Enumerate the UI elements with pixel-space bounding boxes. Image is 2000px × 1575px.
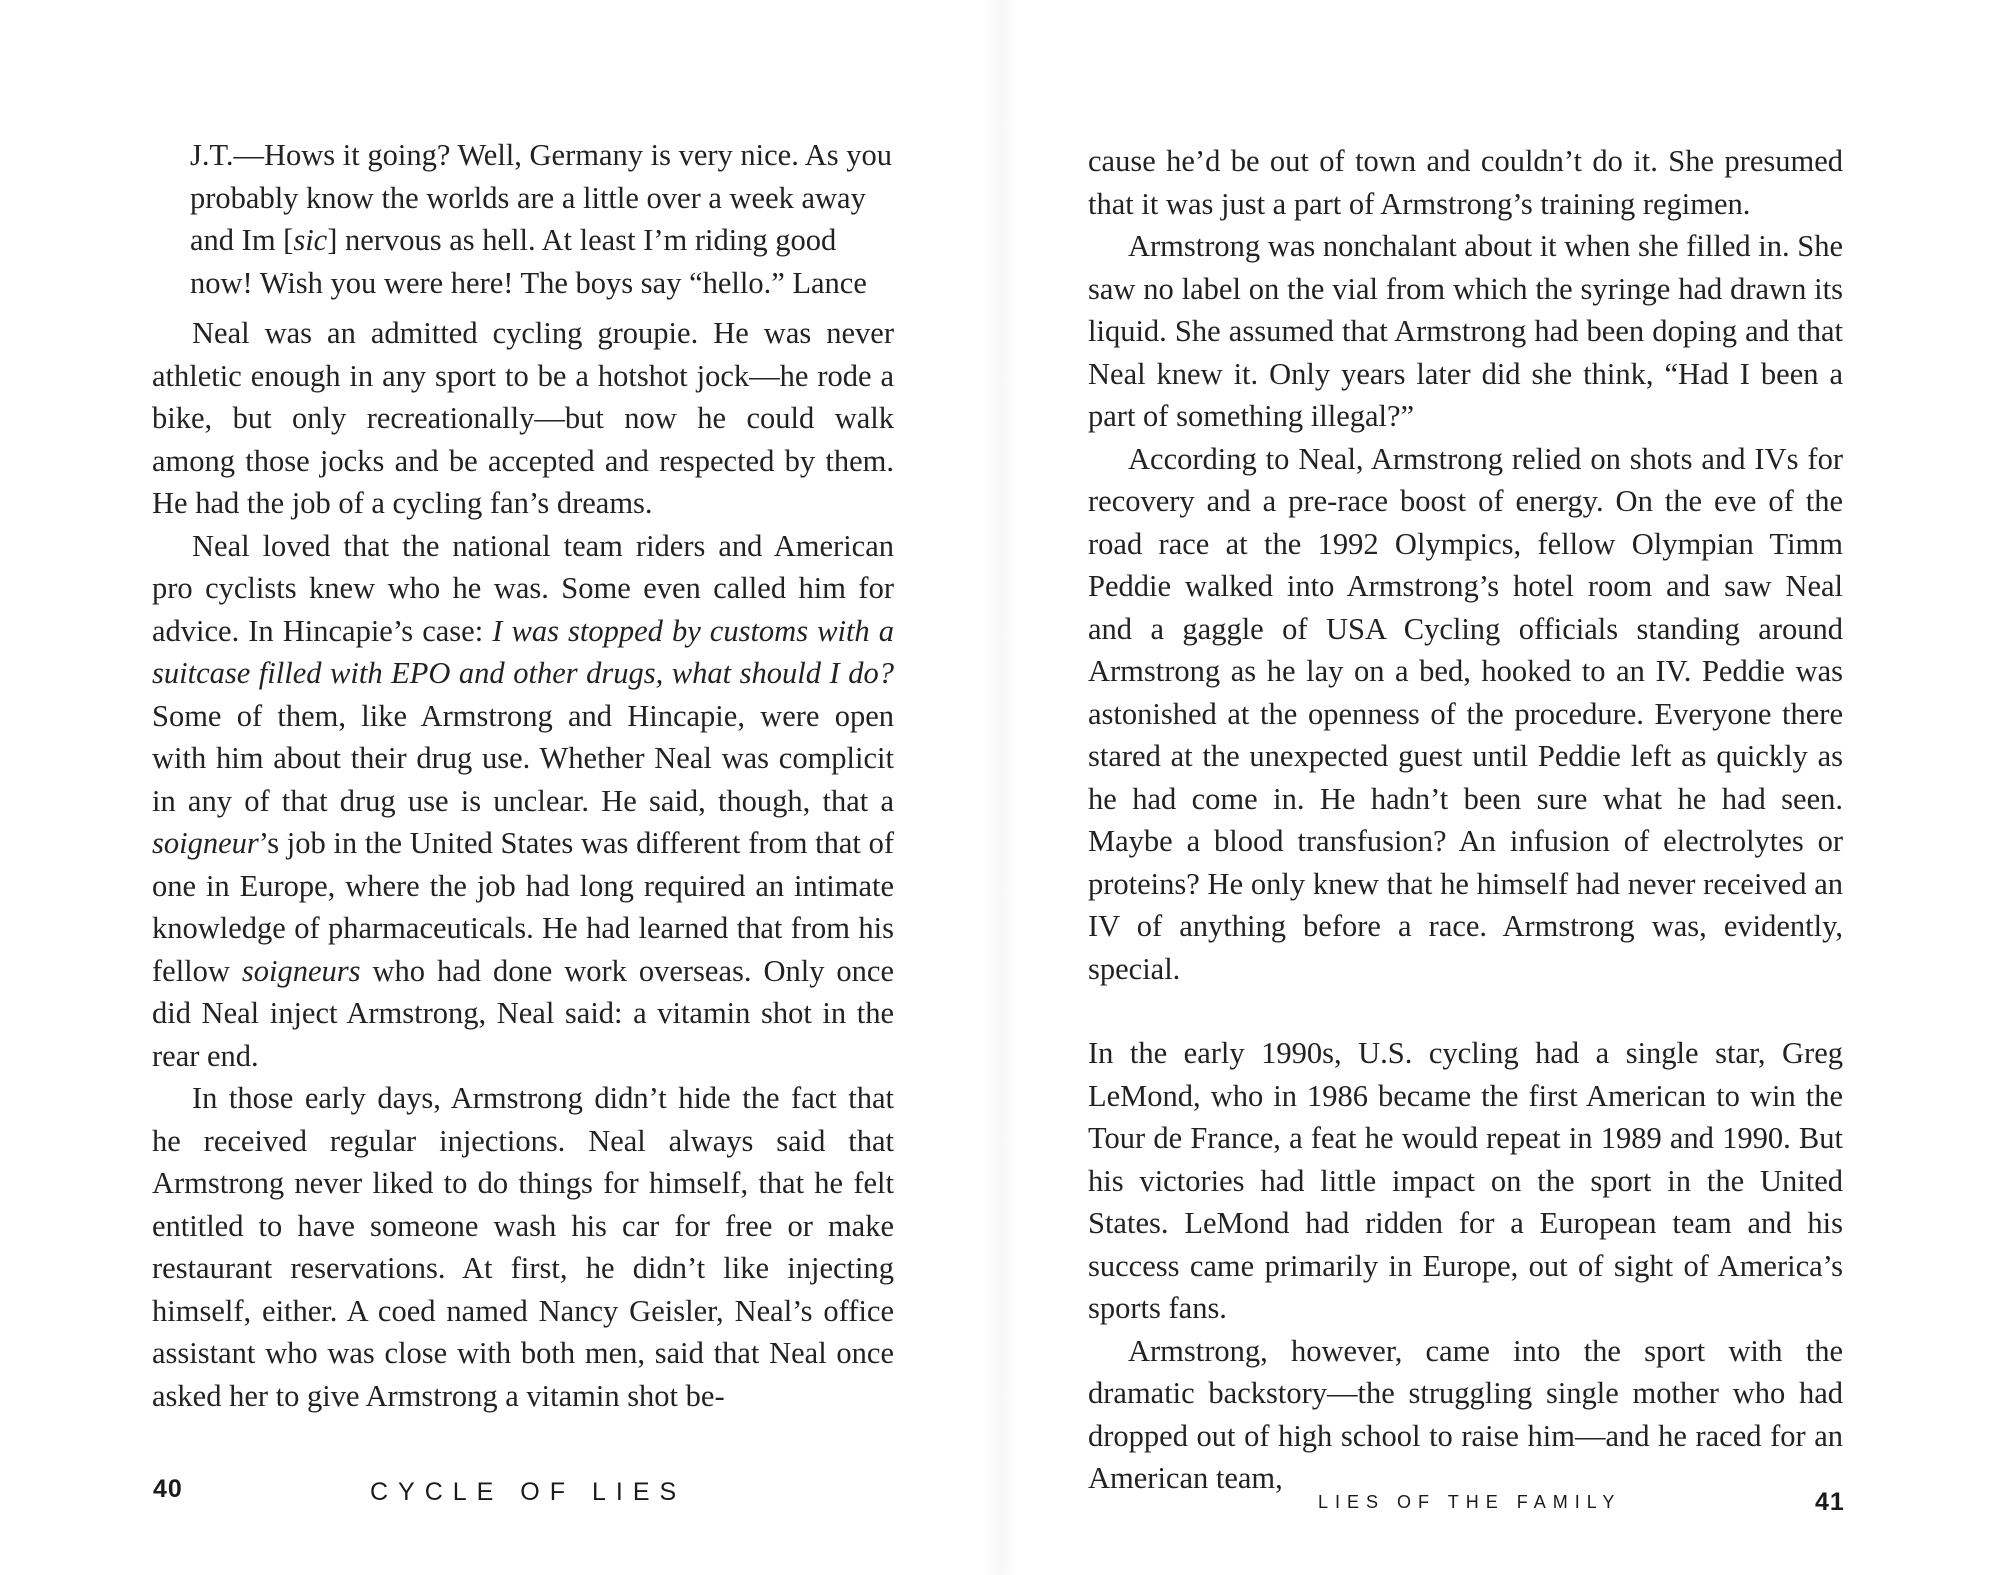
letter-paragraph: J.T.—Hows it going? Well, Germany is very nice. As you probably know the worlds are a little over a week away and Im [sic] nervous as hell. At least I’m riding good now! Wish you were here! The boys say “hello.” Lance <box>190 138 893 300</box>
paragraph: cause he’d be out of town and couldn’t do it. She presumed that it was just a part of Armstrong’s training regimen. <box>1088 144 1843 221</box>
paragraph: In the early 1990s, U.S. cycling had a single star, Greg LeMond, who in 1986 became the first American to win the Tour de France, a feat he would repeat in 1989 and 1990. But his victories had little impact on the sport in the United States. LeMond had ridden for a European team and his success came primarily in Europe, out of sight of America’s sports fans. <box>1088 1036 1843 1325</box>
paragraph: Neal was an admitted cycling groupie. He was never athletic enough in any sport to be a hotshot jock—he rode a bike, but only recreationally—but now he could walk among those jocks and be accepted and respected by them. He had the job of a cycling fan’s dreams. <box>152 316 894 520</box>
paragraph: According to Neal, Armstrong relied on shots and IVs for recovery and a pre-race boost of energy. On the eve of the road race at the 1992 Olympics, fellow Olympian Timm Peddie walked into Armstrong’s hotel room and saw Neal and a gaggle of USA Cycling officials standing around Armstrong as he lay on a bed, hooked to an IV. Peddie was astonished at the openness of the procedure. Everyone there stared at the unexpected guest until Peddie left as quickly as he had come in. He hadn’t been sure what he had seen. Maybe a blood transfusion? An infusion of electrolytes or proteins? He only knew that he himself had never received an IV of anything before a race. Armstrong was, evidently, special. <box>1088 441 1843 986</box>
right-body-text <box>1088 140 1843 1500</box>
page-number: 40 <box>153 1475 183 1503</box>
left-body-text <box>152 312 894 1417</box>
italic-quote: I was stopped by customs with a suitcase filled with EPO and other drugs, what should I do? <box>152 613 894 690</box>
paragraph: Armstrong, however, came into the sport with the dramatic backstory—the struggling single mother who had dropped out of high school to raise him—and he raced for an American team, <box>1088 1333 1843 1495</box>
italic-term: soigneur <box>152 826 259 860</box>
paragraph: In those early days, Armstrong didn’t hide the fact that he received regular injections. Neal always said that Armstrong never liked to do things for himself, that he felt entitled to have someone wash his car for free or make restaurant reservations. At first, he didn’t like injecting himself, either. A coed named Nancy Geisler, Neal’s office assistant who was close with both men, said that Neal once asked her to give Armstrong a vitamin shot be- <box>152 1081 894 1413</box>
running-head: CYCLE OF LIES <box>370 1478 687 1506</box>
paragraph: Neal loved that the national team riders and American pro cyclists knew who he was. Some even called him for advice. In Hincapie’s case: I was stopped by customs with a suitcase filled with EPO and other drugs, what should I do? Some of them, like Armstrong and Hincapie, were open with him about their drug use. Whether Neal was complicit in any of that drug use is unclear. He said, though, that a soigneur’s job in the United States was different from that of one in Europe, where the job had long required an intimate knowledge of pharmaceuticals. He had learned that from his fellow soigneurs who had done work overseas. Only once did Neal inject Armstrong, Neal said: a vitamin shot in the rear end. <box>152 528 894 1073</box>
running-head: LIES OF THE FAMILY <box>1318 1492 1622 1512</box>
italic-term: soigneurs <box>241 953 361 988</box>
letter-excerpt <box>190 134 902 304</box>
sic-annotation: sic <box>293 223 328 257</box>
paragraph: Armstrong was nonchalant about it when she filled in. She saw no label on the vial from which the syringe had drawn its liquid. She assumed that Armstrong had been doping and that Neal knew it. Only years later did she think, “Had I been a part of something illegal?” <box>1088 229 1843 433</box>
right-page <box>1000 0 2000 1575</box>
page-number: 41 <box>1815 1488 1845 1516</box>
